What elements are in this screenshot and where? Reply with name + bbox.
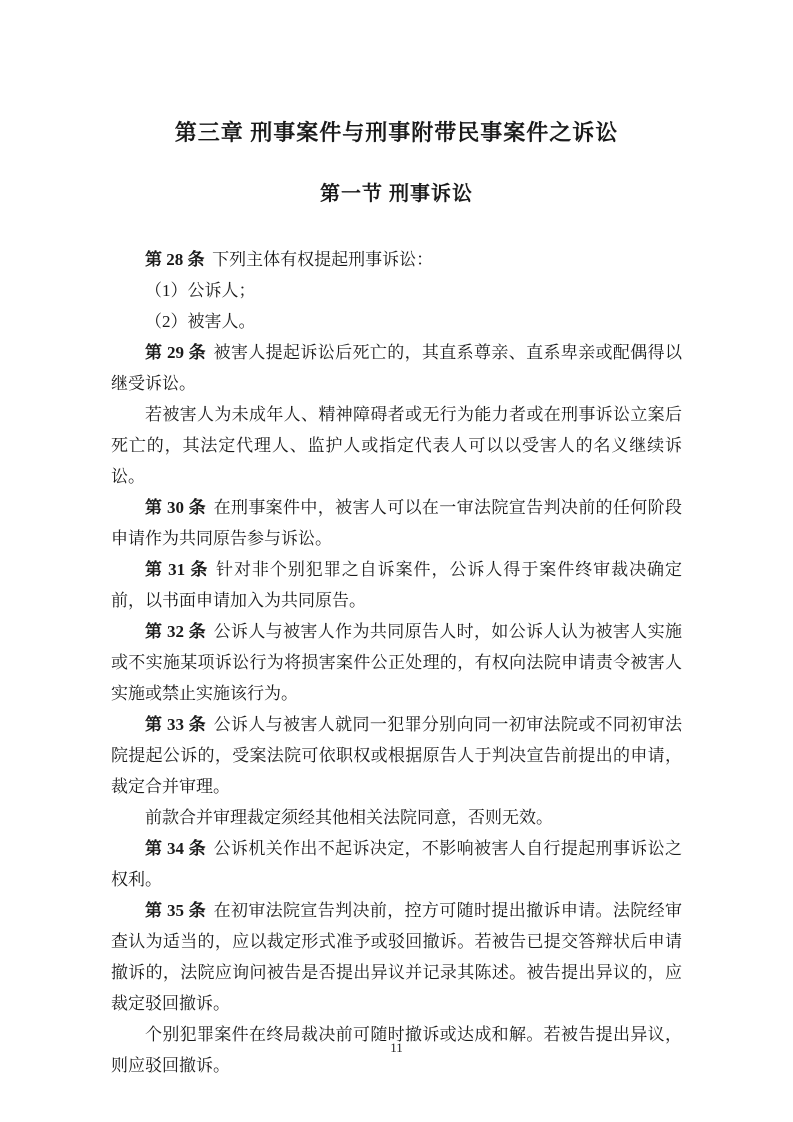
article-text: 被害人提起诉讼后死亡的，其直系尊亲、直系卑亲或配偶得以继受诉讼。 bbox=[111, 343, 683, 393]
article-text: （2）被害人。 bbox=[145, 312, 256, 331]
article-number: 第 35 条 bbox=[145, 901, 206, 920]
article-number: 第 29 条 bbox=[145, 343, 206, 362]
article-paragraph bbox=[111, 833, 682, 895]
article-text: 针对非个别犯罪之自诉案件，公诉人得于案件终审裁决确定前，以书面申请加入为共同原告。 bbox=[111, 560, 682, 610]
article-body bbox=[111, 244, 682, 1081]
article-paragraph bbox=[111, 492, 682, 554]
article-text: 若被害人为未成年人、精神障碍者或无行为能力者或在刑事诉讼立案后死亡的，其法定代理人、监护人或指定代表人可以以受害人的名义继续诉讼。 bbox=[111, 405, 682, 486]
article-paragraph bbox=[111, 554, 682, 616]
article-text: 在初审法院宣告判决前，控方可随时提出撤诉申请。法院经审查认为适当的，应以裁定形式准予或驳回撤诉。若被告已提交答辩状后申请撤诉的，法院应询问被告是否提出异议并记录其陈述。被告提出异议的，应裁定驳回撤诉。 bbox=[111, 901, 683, 1013]
chapter-title: 第三章 刑事案件与刑事附带民事案件之诉讼 bbox=[174, 120, 619, 145]
article-paragraph bbox=[111, 895, 682, 1019]
article-number: 第 32 条 bbox=[145, 622, 206, 641]
article-text: 公诉人与被害人作为共同原告人时，如公诉人认为被害人实施或不实施某项诉讼行为将损害案件公正处理的，有权向法院申请责令被害人实施或禁止实施该行为。 bbox=[111, 622, 683, 703]
section-title: 第一节 刑事诉讼 bbox=[320, 183, 473, 205]
page-number: 11 bbox=[390, 1040, 403, 1055]
article-paragraph bbox=[111, 709, 682, 802]
article-paragraph bbox=[111, 306, 682, 337]
article-paragraph bbox=[111, 399, 682, 492]
article-text: 公诉人与被害人就同一犯罪分别向同一初审法院或不同初审法院提起公诉的，受案法院可依职权或根据原告人于判决宣告前提出的申请，裁定合并审理。 bbox=[111, 715, 683, 796]
article-text: （1）公诉人； bbox=[145, 281, 256, 300]
article-number: 第 30 条 bbox=[145, 498, 206, 517]
article-paragraph bbox=[111, 337, 682, 399]
article-number: 第 28 条 bbox=[145, 250, 205, 269]
article-number: 第 33 条 bbox=[145, 715, 206, 734]
article-number: 第 34 条 bbox=[145, 839, 206, 858]
article-text: 前款合并审理裁定须经其他相关法院同意，否则无效。 bbox=[145, 808, 553, 827]
article-number: 第 31 条 bbox=[145, 560, 209, 579]
article-text: 公诉机关作出不起诉决定，不影响被害人自行提起刑事诉讼之权利。 bbox=[111, 839, 683, 889]
article-paragraph bbox=[111, 275, 682, 306]
article-paragraph bbox=[111, 244, 682, 275]
article-text: 个别犯罪案件在终局裁决前可随时撤诉或达成和解。若被告提出异议，则应驳回撤诉。 bbox=[111, 1025, 682, 1075]
article-text: 在刑事案件中，被害人可以在一审法院宣告判决前的任何阶段申请作为共同原告参与诉讼。 bbox=[111, 498, 683, 548]
article-paragraph bbox=[111, 802, 682, 833]
article-text: 下列主体有权提起刑事诉讼： bbox=[212, 250, 434, 269]
article-paragraph bbox=[111, 616, 682, 709]
